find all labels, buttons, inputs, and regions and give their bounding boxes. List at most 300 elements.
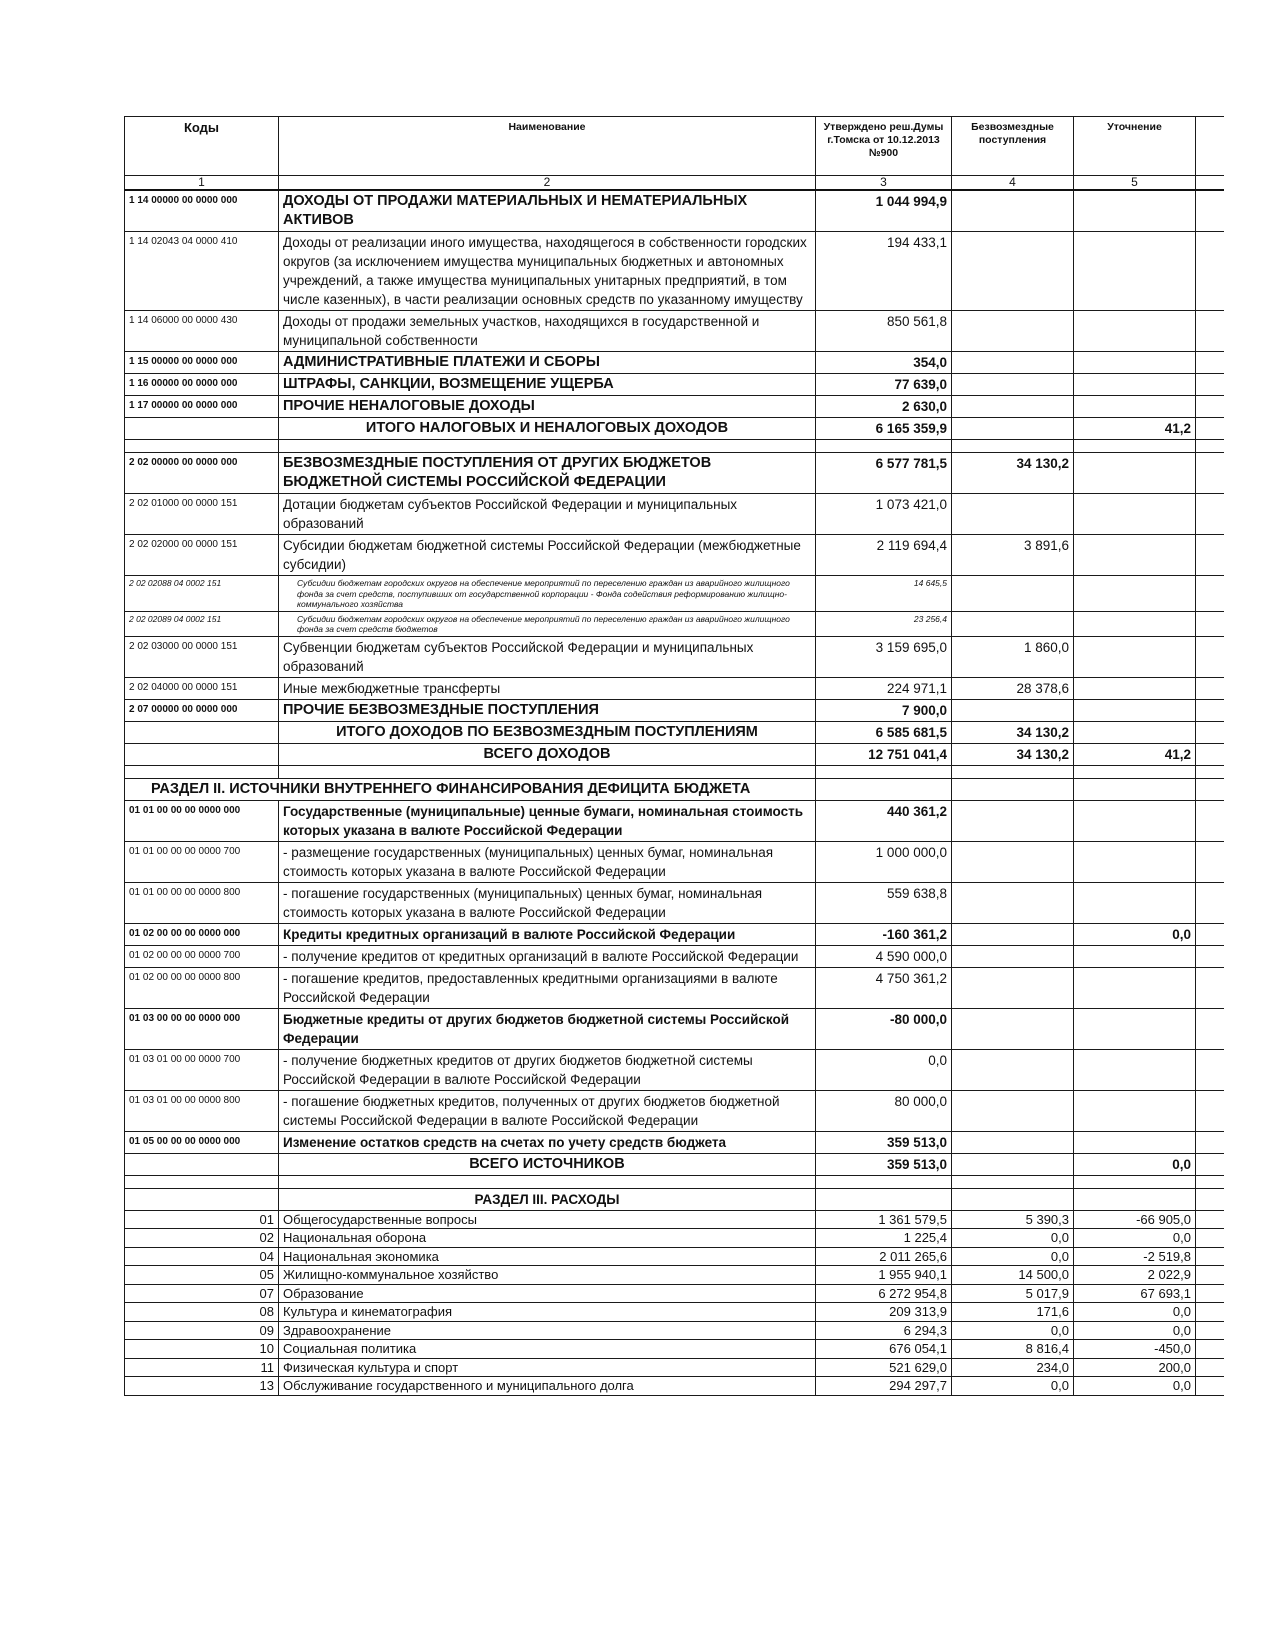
row-free-receipts: 171,6 (952, 1303, 1074, 1322)
row-code (125, 743, 279, 765)
row-name: Дотации бюджетам субъектов Российской Федерации и муниципальных образований (279, 494, 816, 535)
row-approved: 0,0 (816, 1049, 952, 1090)
row-name: - получение бюджетных кредитов от других бюджетов бюджетной системы Российской Федерации в валюте Российской Федерации (279, 1049, 816, 1090)
table-row (125, 190, 1224, 232)
table-row (125, 440, 1224, 453)
row-clarification (1074, 1090, 1196, 1131)
row-clarification (1074, 721, 1196, 743)
table-row (125, 1377, 1224, 1396)
row-cut-cell (1196, 967, 1224, 1008)
row-code (125, 440, 279, 453)
row-approved: 6 165 359,9 (816, 418, 952, 440)
row-free-receipts: 34 130,2 (952, 453, 1074, 494)
row-approved: 2 119 694,4 (816, 535, 952, 576)
table-row (125, 1358, 1224, 1377)
table-row (125, 611, 1224, 636)
colnum-1: 1 (125, 176, 279, 191)
row-cut-cell (1196, 311, 1224, 352)
row-cut-cell (1196, 699, 1224, 721)
row-name: ДОХОДЫ ОТ ПРОДАЖИ МАТЕРИАЛЬНЫХ И НЕМАТЕРИАЛЬНЫХ АКТИВОВ (279, 190, 816, 232)
row-approved: 23 256,4 (816, 611, 952, 636)
table-body (125, 190, 1224, 1395)
row-name: ИТОГО НАЛОГОВЫХ И НЕНАЛОГОВЫХ ДОХОДОВ (279, 418, 816, 440)
header-name: Наименование (279, 117, 816, 176)
table-row (125, 765, 1224, 778)
row-cut-cell (1196, 1377, 1224, 1396)
row-free-receipts: 34 130,2 (952, 743, 1074, 765)
row-free-receipts: 5 390,3 (952, 1210, 1074, 1229)
row-clarification (1074, 882, 1196, 923)
row-code: 01 02 00 00 00 0000 000 (125, 923, 279, 945)
table-row (125, 699, 1224, 721)
row-name (279, 1175, 816, 1188)
row-cut-cell (1196, 1210, 1224, 1229)
row-free-receipts: 34 130,2 (952, 721, 1074, 743)
column-number-row (125, 176, 1224, 191)
row-name: Субсидии бюджетам бюджетной системы Российской Федерации (межбюджетные субсидии) (279, 535, 816, 576)
row-code: 01 03 01 00 00 0000 700 (125, 1049, 279, 1090)
row-approved: 1 361 579,5 (816, 1210, 952, 1229)
row-free-receipts (952, 494, 1074, 535)
row-approved (816, 1175, 952, 1188)
row-cut-cell (1196, 1153, 1224, 1175)
row-name: Иные межбюджетные трансферты (279, 677, 816, 699)
row-approved: 1 955 940,1 (816, 1266, 952, 1285)
budget-table (124, 116, 1224, 1396)
row-free-receipts: 234,0 (952, 1358, 1074, 1377)
row-cut-cell (1196, 778, 1224, 800)
row-name: Жилищно-коммунальное хозяйство (279, 1266, 816, 1285)
row-free-receipts (952, 923, 1074, 945)
row-free-receipts (952, 232, 1074, 311)
row-name: Субсидии бюджетам городских округов на обеспечение мероприятий по переселению граждан из аварийного жилищного фонда за счет средств, поступивших от государственной корпорации - Фонда содействия реформированию жилищно-коммунального хозяйства (279, 576, 816, 612)
row-name (279, 765, 816, 778)
row-clarification: -2 519,8 (1074, 1247, 1196, 1266)
row-cut-cell (1196, 882, 1224, 923)
row-code: 05 (125, 1266, 279, 1285)
row-name: - получение кредитов от кредитных организаций в валюте Российской Федерации (279, 945, 816, 967)
row-code: 01 02 00 00 00 0000 700 (125, 945, 279, 967)
table-row (125, 1131, 1224, 1153)
row-code: 2 02 02000 00 0000 151 (125, 535, 279, 576)
row-name: Общегосударственные вопросы (279, 1210, 816, 1229)
row-free-receipts (952, 1153, 1074, 1175)
row-name: Здравоохранение (279, 1321, 816, 1340)
row-free-receipts (952, 1049, 1074, 1090)
table-row (125, 352, 1224, 374)
row-cut-cell (1196, 232, 1224, 311)
row-free-receipts (952, 374, 1074, 396)
row-name: Бюджетные кредиты от других бюджетов бюджетной системы Российской Федерации (279, 1008, 816, 1049)
row-cut-cell (1196, 1247, 1224, 1266)
row-code: 07 (125, 1284, 279, 1303)
row-free-receipts (952, 440, 1074, 453)
colnum-5: 5 (1074, 176, 1196, 191)
row-cut-cell (1196, 1008, 1224, 1049)
row-clarification: 67 693,1 (1074, 1284, 1196, 1303)
row-free-receipts (952, 765, 1074, 778)
row-code: 01 05 00 00 00 0000 000 (125, 1131, 279, 1153)
row-name: - погашение кредитов, предоставленных кредитными организациями в валюте Российской Федерации (279, 967, 816, 1008)
table-row (125, 396, 1224, 418)
row-clarification (1074, 1131, 1196, 1153)
row-cut-cell (1196, 636, 1224, 677)
row-free-receipts (952, 190, 1074, 232)
row-clarification (1074, 1188, 1196, 1210)
table-row (125, 1303, 1224, 1322)
row-clarification (1074, 967, 1196, 1008)
row-code: 1 14 02043 04 0000 410 (125, 232, 279, 311)
row-approved: 3 159 695,0 (816, 636, 952, 677)
row-clarification: -66 905,0 (1074, 1210, 1196, 1229)
row-clarification (1074, 778, 1196, 800)
row-clarification (1074, 576, 1196, 612)
header-clarification: Уточнение (1074, 117, 1196, 176)
row-approved: 80 000,0 (816, 1090, 952, 1131)
row-free-receipts (952, 311, 1074, 352)
table-row (125, 1090, 1224, 1131)
row-code (125, 418, 279, 440)
table-row (125, 1321, 1224, 1340)
row-clarification (1074, 800, 1196, 841)
row-free-receipts: 5 017,9 (952, 1284, 1074, 1303)
row-clarification (1074, 1175, 1196, 1188)
row-clarification: 0,0 (1074, 1229, 1196, 1248)
row-clarification (1074, 453, 1196, 494)
row-approved: 194 433,1 (816, 232, 952, 311)
row-name: РАЗДЕЛ III. РАСХОДЫ (279, 1188, 816, 1210)
row-name: БЕЗВОЗМЕЗДНЫЕ ПОСТУПЛЕНИЯ ОТ ДРУГИХ БЮДЖЕТОВ БЮДЖЕТНОЙ СИСТЕМЫ РОССИЙСКОЙ ФЕДЕРАЦИИ (279, 453, 816, 494)
row-free-receipts: 0,0 (952, 1247, 1074, 1266)
row-free-receipts (952, 1131, 1074, 1153)
row-name: ПРОЧИЕ НЕНАЛОГОВЫЕ ДОХОДЫ (279, 396, 816, 418)
row-free-receipts: 0,0 (952, 1229, 1074, 1248)
row-clarification (1074, 352, 1196, 374)
row-name: ПРОЧИЕ БЕЗВОЗМЕЗДНЫЕ ПОСТУПЛЕНИЯ (279, 699, 816, 721)
table-row (125, 1188, 1224, 1210)
table-row (125, 1175, 1224, 1188)
row-clarification (1074, 945, 1196, 967)
row-cut-cell (1196, 800, 1224, 841)
row-clarification: 41,2 (1074, 418, 1196, 440)
row-free-receipts (952, 967, 1074, 1008)
row-cut-cell (1196, 945, 1224, 967)
row-clarification (1074, 1008, 1196, 1049)
table-row (125, 453, 1224, 494)
row-free-receipts (952, 841, 1074, 882)
table-row (125, 1049, 1224, 1090)
row-cut-cell (1196, 1284, 1224, 1303)
table-row (125, 1340, 1224, 1359)
row-approved: 6 294,3 (816, 1321, 952, 1340)
table-row (125, 945, 1224, 967)
row-cut-cell (1196, 1175, 1224, 1188)
row-code: 1 14 06000 00 0000 430 (125, 311, 279, 352)
row-code: 1 14 00000 00 0000 000 (125, 190, 279, 232)
table-row (125, 311, 1224, 352)
row-cut-cell (1196, 494, 1224, 535)
row-name: Физическая культура и спорт (279, 1358, 816, 1377)
row-approved: 1 000 000,0 (816, 841, 952, 882)
row-approved: 440 361,2 (816, 800, 952, 841)
table-row (125, 374, 1224, 396)
row-code: 2 02 01000 00 0000 151 (125, 494, 279, 535)
row-clarification (1074, 374, 1196, 396)
row-cut-cell (1196, 841, 1224, 882)
table-row (125, 535, 1224, 576)
row-code: 2 02 02088 04 0002 151 (125, 576, 279, 612)
row-cut-cell (1196, 1340, 1224, 1359)
row-code: 01 02 00 00 00 0000 800 (125, 967, 279, 1008)
table-row (125, 1153, 1224, 1175)
table-row (125, 1210, 1224, 1229)
row-name: Кредиты кредитных организаций в валюте Российской Федерации (279, 923, 816, 945)
row-code: 09 (125, 1321, 279, 1340)
row-cut-cell (1196, 396, 1224, 418)
row-clarification (1074, 311, 1196, 352)
row-cut-cell (1196, 1131, 1224, 1153)
row-cut-cell (1196, 743, 1224, 765)
row-approved: 676 054,1 (816, 1340, 952, 1359)
row-cut-cell (1196, 374, 1224, 396)
table-row (125, 1247, 1224, 1266)
row-clarification (1074, 232, 1196, 311)
row-code: 04 (125, 1247, 279, 1266)
row-cut-cell (1196, 1049, 1224, 1090)
row-clarification: 200,0 (1074, 1358, 1196, 1377)
row-free-receipts: 1 860,0 (952, 636, 1074, 677)
row-code (125, 765, 279, 778)
row-free-receipts (952, 945, 1074, 967)
row-name: ВСЕГО ИСТОЧНИКОВ (279, 1153, 816, 1175)
row-cut-cell (1196, 1303, 1224, 1322)
row-clarification: 0,0 (1074, 1321, 1196, 1340)
row-free-receipts (952, 418, 1074, 440)
row-cut-cell (1196, 677, 1224, 699)
row-clarification (1074, 440, 1196, 453)
header-row (125, 117, 1224, 176)
row-cut-cell (1196, 765, 1224, 778)
table-row (125, 1229, 1224, 1248)
row-name (279, 440, 816, 453)
row-approved: 1 044 994,9 (816, 190, 952, 232)
row-name: АДМИНИСТРАТИВНЫЕ ПЛАТЕЖИ И СБОРЫ (279, 352, 816, 374)
row-name: Доходы от реализации иного имущества, находящегося в собственности городских округов (за исключением имущества муниципальных бюджетных и автономных учреждений, а также имущества муниципальных унитарных предприятий, в том числе казенных), в части реализации основных средств по указанному имуществу (279, 232, 816, 311)
table-row (125, 923, 1224, 945)
row-clarification: 0,0 (1074, 1303, 1196, 1322)
row-name: Субсидии бюджетам городских округов на обеспечение мероприятий по переселению граждан из аварийного жилищного фонда за счет средств бюджетов (279, 611, 816, 636)
row-free-receipts: 0,0 (952, 1321, 1074, 1340)
table-row (125, 743, 1224, 765)
row-code: 1 15 00000 00 0000 000 (125, 352, 279, 374)
row-name: Государственные (муниципальные) ценные бумаги, номинальная стоимость которых указана в валюте Российской Федерации (279, 800, 816, 841)
row-code: 13 (125, 1377, 279, 1396)
row-clarification (1074, 765, 1196, 778)
table-row (125, 778, 1224, 800)
row-free-receipts (952, 576, 1074, 612)
row-approved: -160 361,2 (816, 923, 952, 945)
row-free-receipts: 8 816,4 (952, 1340, 1074, 1359)
row-free-receipts (952, 396, 1074, 418)
row-code (125, 721, 279, 743)
row-clarification (1074, 699, 1196, 721)
section-title: РАЗДЕЛ II. ИСТОЧНИКИ ВНУТРЕННЕГО ФИНАНСИРОВАНИЯ ДЕФИЦИТА БЮДЖЕТА (125, 778, 816, 800)
row-approved: 559 638,8 (816, 882, 952, 923)
row-free-receipts (952, 699, 1074, 721)
row-approved (816, 1188, 952, 1210)
table-row (125, 721, 1224, 743)
row-free-receipts: 0,0 (952, 1377, 1074, 1396)
row-code (125, 1188, 279, 1210)
colnum-cut (1196, 176, 1224, 191)
row-approved: 6 577 781,5 (816, 453, 952, 494)
row-cut-cell (1196, 352, 1224, 374)
row-cut-cell (1196, 576, 1224, 612)
row-cut-cell (1196, 1358, 1224, 1377)
header-cut-column (1196, 117, 1224, 176)
row-code: 1 17 00000 00 0000 000 (125, 396, 279, 418)
budget-table-sheet (124, 116, 1224, 1396)
row-clarification: 0,0 (1074, 923, 1196, 945)
row-approved: 1 225,4 (816, 1229, 952, 1248)
row-approved (816, 778, 952, 800)
colnum-2: 2 (279, 176, 816, 191)
row-name: Национальная оборона (279, 1229, 816, 1248)
row-name: Социальная политика (279, 1340, 816, 1359)
row-free-receipts (952, 778, 1074, 800)
row-approved: 1 073 421,0 (816, 494, 952, 535)
row-cut-cell (1196, 1229, 1224, 1248)
table-row (125, 1284, 1224, 1303)
row-cut-cell (1196, 453, 1224, 494)
row-name: - размещение государственных (муниципальных) ценных бумаг, номинальная стоимость которых указана в валюте Российской Федерации (279, 841, 816, 882)
row-free-receipts (952, 882, 1074, 923)
row-cut-cell (1196, 1188, 1224, 1210)
row-cut-cell (1196, 535, 1224, 576)
row-code: 11 (125, 1358, 279, 1377)
row-approved: -80 000,0 (816, 1008, 952, 1049)
table-row (125, 576, 1224, 612)
row-cut-cell (1196, 1090, 1224, 1131)
row-name: Культура и кинематография (279, 1303, 816, 1322)
row-clarification (1074, 636, 1196, 677)
row-cut-cell (1196, 923, 1224, 945)
row-free-receipts (952, 1175, 1074, 1188)
table-row (125, 1008, 1224, 1049)
row-approved: 2 630,0 (816, 396, 952, 418)
row-name: - погашение бюджетных кредитов, полученных от других бюджетов бюджетной системы Российской Федерации в валюте Российской Федерации (279, 1090, 816, 1131)
row-name: ИТОГО ДОХОДОВ ПО БЕЗВОЗМЕЗДНЫМ ПОСТУПЛЕНИЯМ (279, 721, 816, 743)
row-approved: 4 590 000,0 (816, 945, 952, 967)
row-name: Обслуживание государственного и муниципального долга (279, 1377, 816, 1396)
row-cut-cell (1196, 721, 1224, 743)
row-approved: 359 513,0 (816, 1131, 952, 1153)
row-free-receipts: 14 500,0 (952, 1266, 1074, 1285)
table-row (125, 677, 1224, 699)
row-code: 02 (125, 1229, 279, 1248)
row-approved: 2 011 265,6 (816, 1247, 952, 1266)
row-clarification (1074, 611, 1196, 636)
row-approved: 354,0 (816, 352, 952, 374)
row-code: 01 01 00 00 00 0000 800 (125, 882, 279, 923)
row-free-receipts (952, 1090, 1074, 1131)
table-row (125, 418, 1224, 440)
colnum-4: 4 (952, 176, 1074, 191)
row-clarification: 2 022,9 (1074, 1266, 1196, 1285)
row-approved: 294 297,7 (816, 1377, 952, 1396)
row-clarification (1074, 677, 1196, 699)
row-approved: 14 645,5 (816, 576, 952, 612)
row-code: 1 16 00000 00 0000 000 (125, 374, 279, 396)
header-approved: Утверждено реш.Думы г.Томска от 10.12.2013 №900 (816, 117, 952, 176)
row-name: Доходы от продажи земельных участков, находящихся в государственной и муниципальной собственности (279, 311, 816, 352)
row-clarification (1074, 1049, 1196, 1090)
row-free-receipts (952, 1008, 1074, 1049)
row-name: ВСЕГО ДОХОДОВ (279, 743, 816, 765)
row-name: ШТРАФЫ, САНКЦИИ, ВОЗМЕЩЕНИЕ УЩЕРБА (279, 374, 816, 396)
row-name: Субвенции бюджетам субъектов Российской Федерации и муниципальных образований (279, 636, 816, 677)
row-free-receipts (952, 611, 1074, 636)
row-code (125, 1175, 279, 1188)
row-cut-cell (1196, 1266, 1224, 1285)
row-approved: 4 750 361,2 (816, 967, 952, 1008)
table-row (125, 1266, 1224, 1285)
row-code: 01 01 00 00 00 0000 000 (125, 800, 279, 841)
table-row (125, 800, 1224, 841)
row-code: 01 03 00 00 00 0000 000 (125, 1008, 279, 1049)
row-approved: 6 585 681,5 (816, 721, 952, 743)
row-clarification: 0,0 (1074, 1377, 1196, 1396)
row-cut-cell (1196, 418, 1224, 440)
row-approved: 224 971,1 (816, 677, 952, 699)
row-approved: 521 629,0 (816, 1358, 952, 1377)
row-clarification: 41,2 (1074, 743, 1196, 765)
row-approved (816, 440, 952, 453)
row-cut-cell (1196, 440, 1224, 453)
row-clarification (1074, 494, 1196, 535)
row-free-receipts: 3 891,6 (952, 535, 1074, 576)
row-clarification (1074, 190, 1196, 232)
row-code: 2 02 00000 00 0000 000 (125, 453, 279, 494)
row-free-receipts (952, 800, 1074, 841)
header-free-receipts: Безвозмездные поступления (952, 117, 1074, 176)
row-clarification (1074, 841, 1196, 882)
header-codes: Коды (125, 117, 279, 176)
row-cut-cell (1196, 1321, 1224, 1340)
row-cut-cell (1196, 190, 1224, 232)
row-name: Образование (279, 1284, 816, 1303)
row-code: 2 02 02089 04 0002 151 (125, 611, 279, 636)
row-code: 08 (125, 1303, 279, 1322)
row-approved: 7 900,0 (816, 699, 952, 721)
row-approved: 6 272 954,8 (816, 1284, 952, 1303)
row-clarification: 0,0 (1074, 1153, 1196, 1175)
row-code: 01 01 00 00 00 0000 700 (125, 841, 279, 882)
table-row (125, 841, 1224, 882)
table-row (125, 494, 1224, 535)
row-clarification (1074, 396, 1196, 418)
row-approved: 850 561,8 (816, 311, 952, 352)
row-approved: 209 313,9 (816, 1303, 952, 1322)
row-code: 01 03 01 00 00 0000 800 (125, 1090, 279, 1131)
row-code: 10 (125, 1340, 279, 1359)
row-cut-cell (1196, 611, 1224, 636)
colnum-3: 3 (816, 176, 952, 191)
table-row (125, 636, 1224, 677)
row-free-receipts (952, 352, 1074, 374)
row-code: 01 (125, 1210, 279, 1229)
row-clarification: -450,0 (1074, 1340, 1196, 1359)
